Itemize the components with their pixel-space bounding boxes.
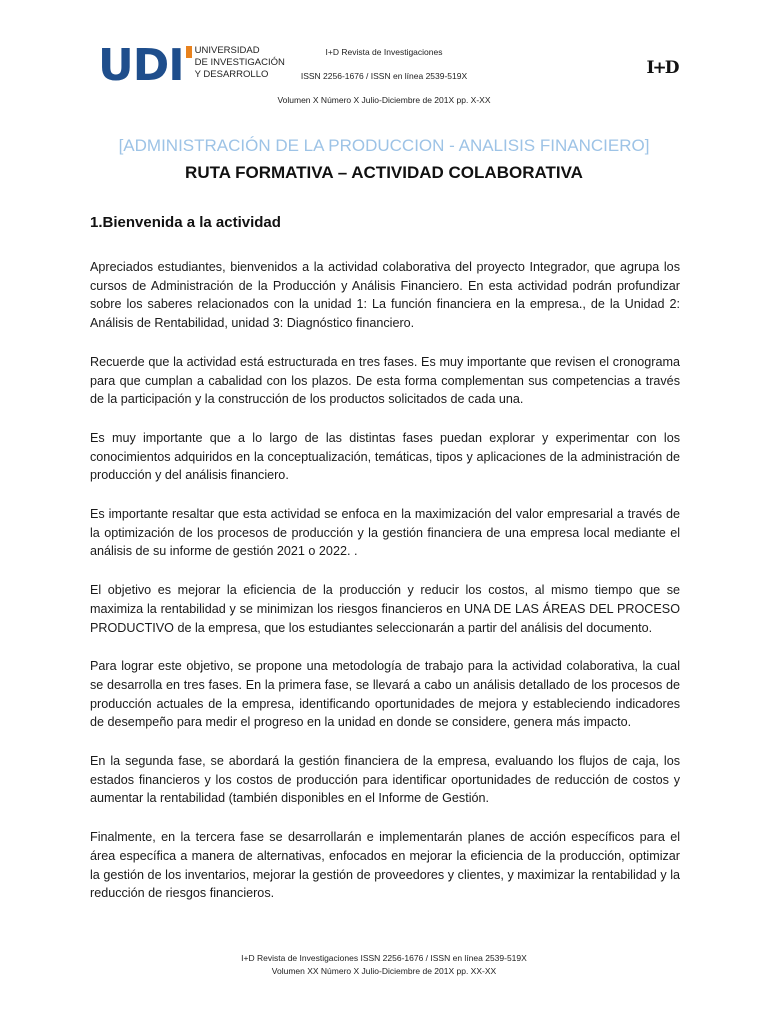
paragraph: Para lograr este objetivo, se propone una metodología de trabajo para la actividad colaborativa, la cual se desarrolla en tres fases. En la primera fase, se llevará a cabo un análisis detallado de los procesos de producción actuales de la empresa, identificando oportunidades de mejora y estableciendo indicadores de desempeño para medir el progreso en la unidad en donde se considere, genera más impacto. <box>90 659 680 730</box>
paragraph: El objetivo es mejorar la eficiencia de la producción y reducir los costos, al mismo tiempo que se maximiza la rentabilidad y se minimizan los riesgos financieros en UNA DE LAS ÁREAS DEL PROCESO PRODUCTIVO de la empresa, que los estudiantes seleccionarán a partir del análisis del documento. <box>90 583 680 635</box>
journal-name: I+D Revista de Investigaciones <box>325 47 443 57</box>
page-footer <box>0 952 768 978</box>
logo-line: Y DESARROLLO <box>194 69 269 80</box>
document-subtitle: RUTA FORMATIVA – ACTIVIDAD COLABORATIVA <box>185 163 583 182</box>
paragraph: Es muy importante que a lo largo de las distintas fases puedan explorar y experimentar con los conocimientos adquiridos en la conceptualización, temáticas, tipos y aplicaciones de la administración de producción y del análisis financiero. <box>90 430 680 483</box>
logo-accent-mark <box>186 46 192 58</box>
paragraph: Finalmente, en la tercera fase se desarrollarán e implementarán planes de acción específicos para el área específica a manera de alternativas, enfocados en mejorar la eficiencia de la producción, optimizar la gestión de los inventarios, mejorar la gestión de proveedores y clientes, y maximizar la rentabilidad y la reducción de riesgos financieros. <box>90 830 680 901</box>
footer-volume-line: Volumen XX Número X Julio-Diciembre de 201X pp. XX-XX <box>271 966 497 976</box>
issn-line: ISSN 2256-1676 / ISSN en línea 2539-519X <box>300 71 468 81</box>
journal-header <box>250 46 518 106</box>
udi-logo-letters: UDI <box>98 40 184 91</box>
logo-line: DE INVESTIGACIÓN <box>194 57 285 68</box>
paragraph: En la segunda fase, se abordará la gestión financiera de la empresa, evaluando los flujos de caja, los estados financieros y los costos de producción para identificar oportunidades de reducción de costos y aumentar la rentabilidad (también disponibles en el Informe de Gestión. <box>90 754 680 806</box>
document-title: [ADMINISTRACIÓN DE LA PRODUCCION - ANALISIS FINANCIERO] <box>118 136 650 155</box>
id-journal-logo: I+D <box>646 58 678 78</box>
volume-line: Volumen X Número X Julio-Diciembre de 201X pp. X-XX <box>277 95 491 105</box>
footer-issn-line: I+D Revista de Investigaciones ISSN 2256-1676 / ISSN en línea 2539-519X <box>241 953 527 963</box>
paragraph: Recuerde que la actividad está estructurada en tres fases. Es muy importante que revisen el cronograma para que cumplan a cabalidad con los plazos. De esta forma complementan sus competencias a través de la participación y la construcción de los productos solicitados de cada una. <box>90 354 680 407</box>
section-heading: 1.Bienvenida a la actividad <box>90 214 281 231</box>
paragraph: Apreciados estudiantes, bienvenidos a la actividad colaborativa del proyecto Integrador, que agrupa los cursos de Administración de la Producción y Análisis Financiero. En esta actividad podrán profundizar sobre los saberes relacionados con la unidad 1: La función financiera en la empresa., de la Unidad 2: Análisis de Rentabilidad, unidad 3: Diagnóstico financiero. <box>90 260 680 331</box>
paragraph: Es importante resaltar que esta actividad se enfoca en la maximización del valor empresarial a través de la optimización de los procesos de producción y la gestión financiera de una empresa local mediante el análisis de su informe de gestión 2021 o 2022. . <box>90 507 680 559</box>
body-text <box>90 258 680 923</box>
logo-line: UNIVERSIDAD <box>194 45 260 56</box>
